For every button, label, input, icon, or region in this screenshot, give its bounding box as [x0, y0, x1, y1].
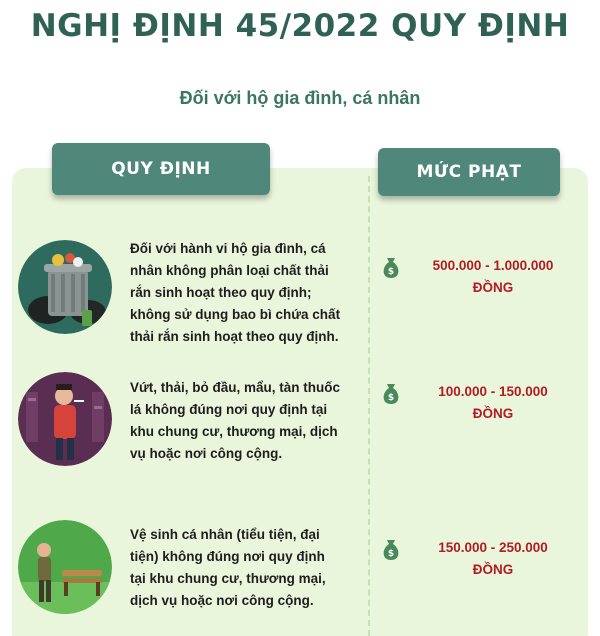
column-divider — [368, 176, 370, 636]
rule-line: nhân không phân loại chất thải — [130, 263, 329, 278]
money-bag-icon — [380, 256, 402, 280]
money-bag-icon — [380, 538, 402, 562]
park-bench-icon — [18, 520, 112, 614]
fine-unit: ĐỒNG — [472, 562, 514, 577]
money-bag-icon — [380, 382, 402, 406]
rule-line: không sử dụng bao bì chứa chất — [130, 307, 341, 322]
fine-amount: 150.000 - 250.000 — [438, 540, 548, 555]
rule-line: khu chung cư, thương mại, dịch — [130, 424, 338, 439]
rule-line: Vệ sinh cá nhân (tiểu tiện, đại — [130, 527, 320, 542]
rule-line: thải rắn sinh hoạt theo quy định. — [130, 329, 339, 344]
rule-line: vụ hoặc nơi công cộng. — [130, 446, 283, 461]
fine-amount: 100.000 - 150.000 — [438, 384, 548, 399]
page-title: NGHỊ ĐỊNH 45/2022 QUY ĐỊNH — [30, 8, 570, 44]
rule-text-2 — [130, 377, 360, 465]
rule-text-1 — [130, 238, 360, 348]
rule-text-3 — [130, 524, 360, 612]
fine-amount: 500.000 - 1.000.000 — [432, 258, 554, 273]
svg-text:$: $ — [387, 267, 395, 277]
rule-line: Vứt, thải, bỏ đầu, mẩu, tàn thuốc — [130, 380, 341, 395]
rule-line: Đối với hành vi hộ gia đình, cá — [130, 241, 326, 256]
fine-unit: ĐỒNG — [472, 406, 514, 421]
rule-line: rắn sinh hoạt theo quy định; — [130, 285, 312, 300]
header-fine: MỨC PHẠT — [378, 148, 560, 196]
rule-line: lá không đúng nơi quy định tại — [130, 402, 328, 417]
svg-text:$: $ — [387, 393, 395, 403]
trash-bin-icon — [18, 240, 112, 334]
page-subtitle: Đối với hộ gia đình, cá nhân — [179, 88, 421, 108]
rule-line: tiện) không đúng nơi quy định — [130, 549, 325, 564]
fine-unit: ĐỒNG — [472, 280, 514, 295]
smoker-icon — [18, 372, 112, 466]
svg-text:$: $ — [387, 549, 395, 559]
header-rule: QUY ĐỊNH — [52, 143, 270, 195]
rule-line: dịch vụ hoặc nơi công cộng. — [130, 593, 314, 608]
rule-line: tại khu chung cư, thương mại, — [130, 571, 326, 586]
